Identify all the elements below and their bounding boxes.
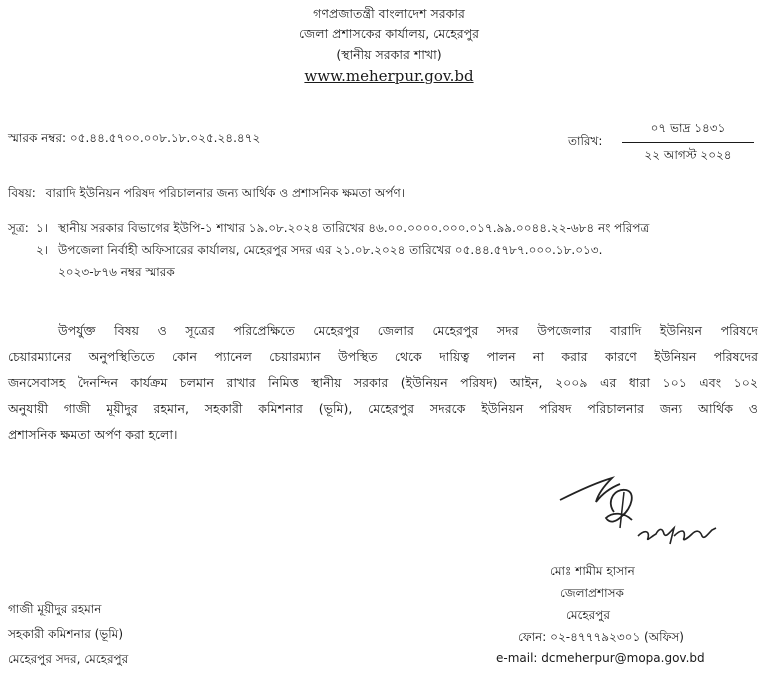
reference-2-text-line2: ২০২৩-৮৭৬ নম্বর স্মারক (58, 265, 175, 279)
reference-label: সূত্র: (8, 221, 29, 235)
memo-label: স্মারক নম্বর: (8, 131, 67, 145)
body-line-4: অনুযায়ী গাজী মূয়ীদুর রহমান, সহকারী কমিশনার (ভূমি), মেহেরপুর সদরকে ইউনিয়ন পরিষদ পরিচালনার জন্য আর্থিক ও (8, 401, 758, 416)
memo-value: ০৫.৪৪.৫৭০০.০০৮.১৮.০২৫.২৪.৪৭২ (69, 131, 261, 145)
memo-number (8, 130, 260, 150)
recipient-designation: সহকারী কমিশনার (ভূমি) (8, 627, 124, 641)
date-english: ২২ আগস্ট ২০২৪ (644, 148, 732, 162)
date-label: তারিখ: (568, 134, 603, 148)
reference-2-text-line1: উপজেলা নির্বাহী অফিসারের কার্যালয়, মেহেরপুর সদর এর ২১.০৮.২০২৪ তারিখের ০৫.৪৪.৫৭৮৭.০০০.১৮.০১৩. (58, 243, 603, 257)
subject-text: বারাদি ইউনিয়ন পরিষদ পরিচালনার জন্য আর্থিক ও প্রশাসনিক ক্ষমতা অর্পণ। (45, 186, 406, 200)
body-line-2: চেয়ারম্যানের অনুপস্থিতিতে কোন প্যানেল চেয়ারম্যান উপস্থিত থেকে দায়িত্ব পালন না করার কারণে ইউনিয়ন পরিষদের (8, 349, 758, 364)
recipient-name: গাজী মূয়ীদুর রহমান (8, 602, 102, 616)
office-name: জেলা প্রশাসকের কার্যালয়, মেহেরপুর (298, 26, 480, 41)
reference-1-text: স্থানীয় সরকার বিভাগের ইউপি-১ শাখার ১৯.০৮.২০২৪ তারিখের ৪৬.০০.০০০০.০০০.০১৭.৯৯.০০৪৪.২২-৬৮৪ নং পরিপত্র (58, 221, 650, 235)
body-line-1: উপর্যুক্ত বিষয় ও সূত্রের পরিপ্রেক্ষিতে মেহেরপুর জেলার মেহেরপুর সদর উপজেলার বারাদি ইউনিয়ন পরিষদে (58, 323, 758, 338)
signatory-name: মোঃ শামীম হাসান (550, 564, 635, 578)
signatory-office: মেহেরপুর (566, 608, 611, 622)
section-name: (স্থানীয় সরকার শাখা) (336, 47, 442, 62)
signatory-designation: জেলাপ্রশাসক (560, 586, 624, 600)
date-bangla: ০৭ ভাদ্র ১৪৩১ (622, 120, 754, 143)
reference-2-num: ২। (36, 243, 49, 257)
subject-label: বিষয়: (8, 186, 36, 200)
website-link[interactable]: www.meherpur.gov.bd (304, 67, 474, 85)
reference-1-num: ১। (36, 221, 49, 235)
body-line-5: প্রশাসনিক ক্ষমতা অর্পণ করা হলো। (8, 427, 178, 442)
signature-image (540, 472, 740, 562)
signatory-email[interactable]: e-mail: dcmeherpur@mopa.gov.bd (496, 651, 705, 665)
subject (8, 185, 405, 205)
govt-name: গণপ্রজাতন্ত্রী বাংলাদেশ সরকার (313, 6, 465, 21)
recipient-address: মেহেরপুর সদর, মেহেরপুর (8, 652, 129, 666)
signatory-phone: ফোন: ০২-৪৭৭৭৯২৩০১ (অফিস) (518, 630, 684, 644)
body-line-3: জনসেবাসহ দৈনন্দিন কার্যক্রম চলমান রাখার নিমিত্ত স্থানীয় সরকার (ইউনিয়ন পরিষদ) আইন, ২০০৯ এর ধারা ১০১ এবং ১০২ (8, 375, 758, 390)
